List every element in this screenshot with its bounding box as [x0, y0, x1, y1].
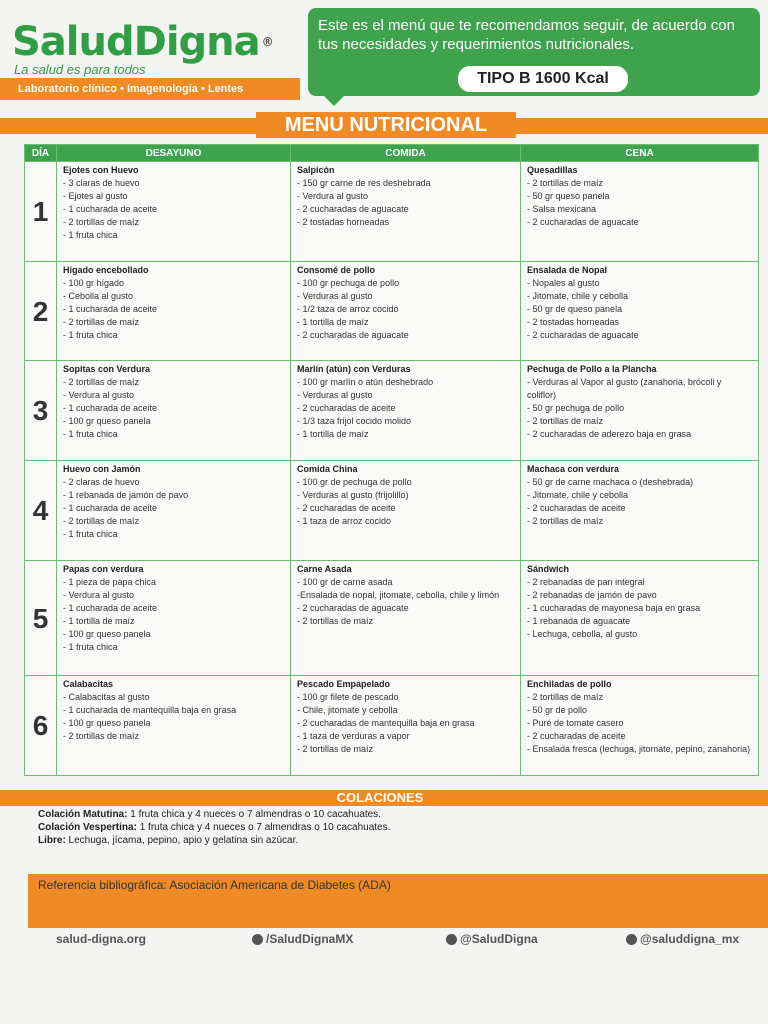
ingredient-item: - 100 gr queso panela: [63, 416, 151, 427]
cena-cell: [521, 461, 759, 561]
ingredient-item: - Verdura al gusto: [63, 390, 135, 401]
diet-type-badge: TIPO B 1600 Kcal: [458, 66, 628, 92]
saluddigna-logo: [12, 19, 273, 77]
comida-cell: [291, 676, 521, 776]
ingredient-item: - 1 pieza de papa chica: [63, 576, 157, 587]
ingredient-item: - 1 fruta chica: [63, 329, 118, 340]
ingredient-item: - 1 taza de arroz cocido: [297, 516, 392, 527]
ingredient-item: - 100 gr de pechuga de pollo: [297, 477, 412, 488]
ingredient-item: - Verduras al gusto: [297, 390, 373, 401]
cena-cell: [521, 361, 759, 461]
ingredient-item: - Verdura al gusto: [63, 589, 135, 600]
reference-text: Referencia bibliográfica: Asociación Americana de Diabetes (ADA): [38, 878, 391, 892]
recommendation-message: Este es el menú que te recomendamos seguir, de acuerdo con tus necesidades y requerimientos nutricionales.: [318, 17, 735, 53]
dish-title: Marlín (atún) con Verduras: [297, 364, 411, 375]
dish-title: Calabacitas: [63, 679, 114, 690]
ingredient-item: - 1 cucharada de aceite: [63, 303, 158, 314]
ingredient-item: - 50 gr queso panela: [527, 191, 610, 201]
dish-title: Pescado Empapelado: [297, 679, 391, 690]
colacion-libre: Libre: Lechuga, jícama, pepino, apio y gelatina sin azúcar.: [38, 835, 299, 846]
comida-cell: [291, 261, 521, 361]
dish-title: Hígado encebollado: [63, 264, 149, 275]
ingredient-item: - 100 gr filete de pescado: [297, 692, 399, 703]
facebook-icon: [252, 934, 263, 945]
colacion-vespertina: Colación Vespertina: 1 fruta chica y 4 nueces o 7 almendras o 10 cacahuates.: [38, 822, 391, 833]
table-row: [25, 361, 759, 461]
cena-cell: [521, 560, 759, 675]
dish-title: Comida China: [297, 464, 358, 475]
ingredient-item: - 1 cucharada de aceite: [63, 403, 158, 414]
ingredient-item: - 2 tostadas horneadas: [527, 316, 620, 327]
day-number: 4: [25, 461, 57, 561]
ingredient-item: - 1 cucharada de aceite: [63, 602, 158, 613]
ingredient-item: - 50 gr de queso panela: [527, 303, 623, 314]
ingredient-item: - 2 cucharadas de aguacate: [297, 204, 409, 214]
dish-title: Carne Asada: [297, 563, 352, 574]
ingredient-item: - 2 tortillas de maíz: [527, 516, 604, 527]
ingredient-item: - 2 cucharadas de aguacate: [297, 602, 409, 613]
dish-title: Enchiladas de pollo: [527, 679, 612, 690]
day-number: 3: [25, 361, 57, 461]
ingredient-item: - 100 gr pechuga de pollo: [297, 277, 400, 288]
ingredient-item: - Verduras al gusto: [297, 290, 373, 301]
header-desayuno: DESAYUNO: [57, 145, 291, 162]
ingredient-item: - 100 gr hígado: [63, 277, 125, 288]
colaciones-title: COLACIONES: [336, 790, 424, 805]
ingredient-item: - 2 rebanadas de jamón de pavo: [527, 589, 657, 600]
table-row: [25, 261, 759, 361]
ingredient-item: - 2 cucharadas de aguacate: [527, 329, 639, 340]
ingredient-item: - 1 cucharadas de mayonesa baja en grasa: [527, 602, 701, 613]
dish-title: Ensalada de Nopal: [527, 264, 608, 275]
ingredient-item: - Ensalada fresca (lechuga, jitomate, pepino, zanahoria): [527, 744, 751, 755]
ingredient-item: - 1 fruta chica: [63, 429, 118, 440]
menu-title: MENU NUTRICIONAL: [256, 112, 516, 138]
ingredient-item: - 2 tostadas horneadas: [297, 217, 390, 227]
ingredient-item: - Verdura al gusto: [297, 191, 369, 201]
tagline: La salud es para todos: [14, 62, 146, 77]
header-comida: COMIDA: [291, 145, 521, 162]
footer-twitter[interactable]: @SaludDigna: [446, 932, 538, 952]
ingredient-item: - 2 cucharadas de aderezo baja en grasa: [527, 429, 692, 440]
comida-cell: [291, 361, 521, 461]
ingredient-item: - Nopales al gusto: [527, 277, 600, 288]
ingredient-item: - Verduras al Vapor al gusto (zanahoria, brócoli y coliflor): [527, 377, 722, 401]
desayuno-cell: [57, 461, 291, 561]
ingredient-item: - 2 tortillas de maíz: [527, 178, 604, 188]
cena-cell: [521, 261, 759, 361]
ingredient-item: - 1 taza de verduras a vapor: [297, 731, 410, 742]
desayuno-cell: [57, 261, 291, 361]
ingredient-item: - 2 tortillas de maíz: [297, 615, 374, 626]
dish-title: Salpicón: [297, 165, 335, 175]
ingredient-item: - 2 tortillas de maíz: [527, 416, 604, 427]
ingredient-item: - 2 cucharadas de aceite: [297, 403, 396, 414]
ingredient-item: - 2 rebanadas de pan integral: [527, 576, 645, 587]
reference-bar: [28, 874, 768, 928]
ingredient-item: - 1/2 taza de arroz cocido: [297, 303, 399, 314]
ingredient-item: - 2 cucharadas de aceite: [297, 503, 396, 514]
dish-title: Consomé de pollo: [297, 264, 376, 275]
footer-facebook[interactable]: /SaludDignaMX: [252, 932, 353, 952]
dish-title: Sopitas con Verdura: [63, 364, 151, 375]
footer-website[interactable]: salud-digna.org: [56, 932, 146, 946]
ingredient-item: - 1 rebanada de jamón de pavo: [63, 490, 189, 501]
ingredient-item: - 1 cucharada de mantequilla baja en grasa: [63, 705, 237, 716]
ingredient-item: - 2 tortillas de maíz: [297, 744, 374, 755]
ingredient-item: - Jitomate, chile y cebolla: [527, 490, 629, 501]
instagram-icon: [626, 934, 637, 945]
ingredient-item: - 100 gr queso panela: [63, 628, 151, 639]
ingredient-item: - 1 tortilla de maíz: [297, 429, 369, 440]
dish-title: Sándwich: [527, 563, 570, 574]
desayuno-cell: [57, 560, 291, 675]
cena-cell: [521, 676, 759, 776]
table-row: [25, 162, 759, 262]
ingredient-item: - 2 claras de huevo: [63, 477, 140, 488]
ingredient-item: - Cebolla al gusto: [63, 290, 134, 301]
ingredient-item: - 1 cucharada de aceite: [63, 503, 158, 514]
ingredient-item: - 100 gr queso panela: [63, 718, 151, 729]
cena-cell: [521, 162, 759, 262]
day-number: 2: [25, 261, 57, 361]
table-row: [25, 560, 759, 675]
ingredient-item: - 1 fruta chica: [63, 529, 118, 540]
ingredient-item: - Jitomate, chile y cebolla: [527, 290, 629, 301]
table-row: [25, 676, 759, 776]
ingredient-item: - 100 gr de carne asada: [297, 576, 393, 587]
ingredient-item: - Salsa mexicana: [527, 204, 597, 214]
ingredient-item: - 2 tortillas de maíz: [63, 731, 140, 742]
dish-title: Ejotes con Huevo: [63, 165, 139, 175]
table-header-row: [25, 145, 759, 162]
ingredient-item: - 2 tortillas de maíz: [63, 377, 140, 388]
ingredient-item: - 150 gr carne de res deshebrada: [297, 178, 431, 188]
ingredient-item: - 2 cucharadas de aguacate: [527, 217, 639, 227]
ingredient-item: - 2 tortillas de maíz: [63, 516, 140, 527]
desayuno-cell: [57, 676, 291, 776]
ingredient-item: - Chile, jitomate y cebolla: [297, 705, 398, 716]
colacion-matutina: Colación Matutina: 1 fruta chica y 4 nueces o 7 almendras o 10 cacahuates.: [38, 809, 381, 820]
day-number: 6: [25, 676, 57, 776]
ingredient-item: - Calabacitas al gusto: [63, 692, 150, 703]
recommendation-box: [308, 8, 760, 96]
comida-cell: [291, 461, 521, 561]
ingredient-item: - 2 tortillas de maíz: [63, 316, 140, 327]
ingredient-item: - 2 tortillas de maíz: [527, 692, 604, 703]
colaciones-text: [38, 808, 738, 847]
ingredient-item: - 1 cucharada de aceite: [63, 204, 158, 214]
ingredient-item: - 1 tortilla de maíz: [63, 615, 135, 626]
day-number: 1: [25, 162, 57, 262]
dish-title: Papas con verdura: [63, 563, 144, 574]
ingredient-item: - 2 cucharadas de aceite: [527, 503, 626, 514]
desayuno-cell: [57, 361, 291, 461]
ingredient-item: - 1 fruta chica: [63, 641, 118, 652]
registered-mark: ®: [261, 35, 273, 49]
day-number: 5: [25, 560, 57, 675]
ingredient-item: - Ejotes al gusto: [63, 191, 128, 201]
ingredient-item: - Lechuga, cebolla, al gusto: [527, 628, 638, 639]
speech-notch: [324, 96, 344, 106]
header-dia: DÍA: [25, 145, 57, 162]
ingredient-item: - 3 claras de huevo: [63, 178, 140, 188]
menu-body: [25, 162, 759, 776]
ingredient-item: -Ensalada de nopal, jitomate, cebolla, chile y limón: [297, 589, 500, 600]
ingredient-item: - Puré de tomate casero: [527, 718, 624, 729]
table-row: [25, 461, 759, 561]
dish-title: Huevo con Jamón: [63, 464, 141, 475]
ingredient-item: - 100 gr marlín o atún deshebrado: [297, 377, 434, 388]
dish-title: Machaca con verdura: [527, 464, 620, 475]
ingredient-item: - 1/3 taza frijol cocido molido: [297, 416, 412, 427]
ingredient-item: - 1 rebanada de aguacate: [527, 615, 631, 626]
brand-name: SaludDigna: [12, 19, 260, 65]
ingredient-item: - 2 cucharadas de aguacate: [297, 329, 409, 340]
ingredient-item: - 2 cucharadas de aceite: [527, 731, 626, 742]
dish-title: Pechuga de Pollo a la Plancha: [527, 364, 657, 375]
ingredient-item: - 1 tortilla de maíz: [297, 316, 369, 327]
ingredient-item: - 1 fruta chica: [63, 230, 118, 240]
comida-cell: [291, 162, 521, 262]
ingredient-item: - 2 cucharadas de mantequilla baja en grasa: [297, 718, 475, 729]
menu-table: [24, 144, 759, 776]
desayuno-cell: [57, 162, 291, 262]
ingredient-item: - 50 gr de pollo: [527, 705, 588, 716]
footer-instagram[interactable]: @saluddigna_mx: [626, 932, 739, 952]
ingredient-item: - 50 gr de carne machaca o (deshebrada): [527, 477, 694, 488]
header-cena: CENA: [521, 145, 759, 162]
twitter-icon: [446, 934, 457, 945]
ingredient-item: - 50 gr pechuga de pollo: [527, 403, 625, 414]
dish-title: Quesadillas: [527, 165, 578, 175]
ingredient-item: - 2 tortillas de maíz: [63, 217, 140, 227]
comida-cell: [291, 560, 521, 675]
services-bar: Laboratorio clínico • Imagenología • Lentes: [0, 78, 300, 100]
ingredient-item: - Verduras al gusto (frijolillo): [297, 490, 409, 501]
